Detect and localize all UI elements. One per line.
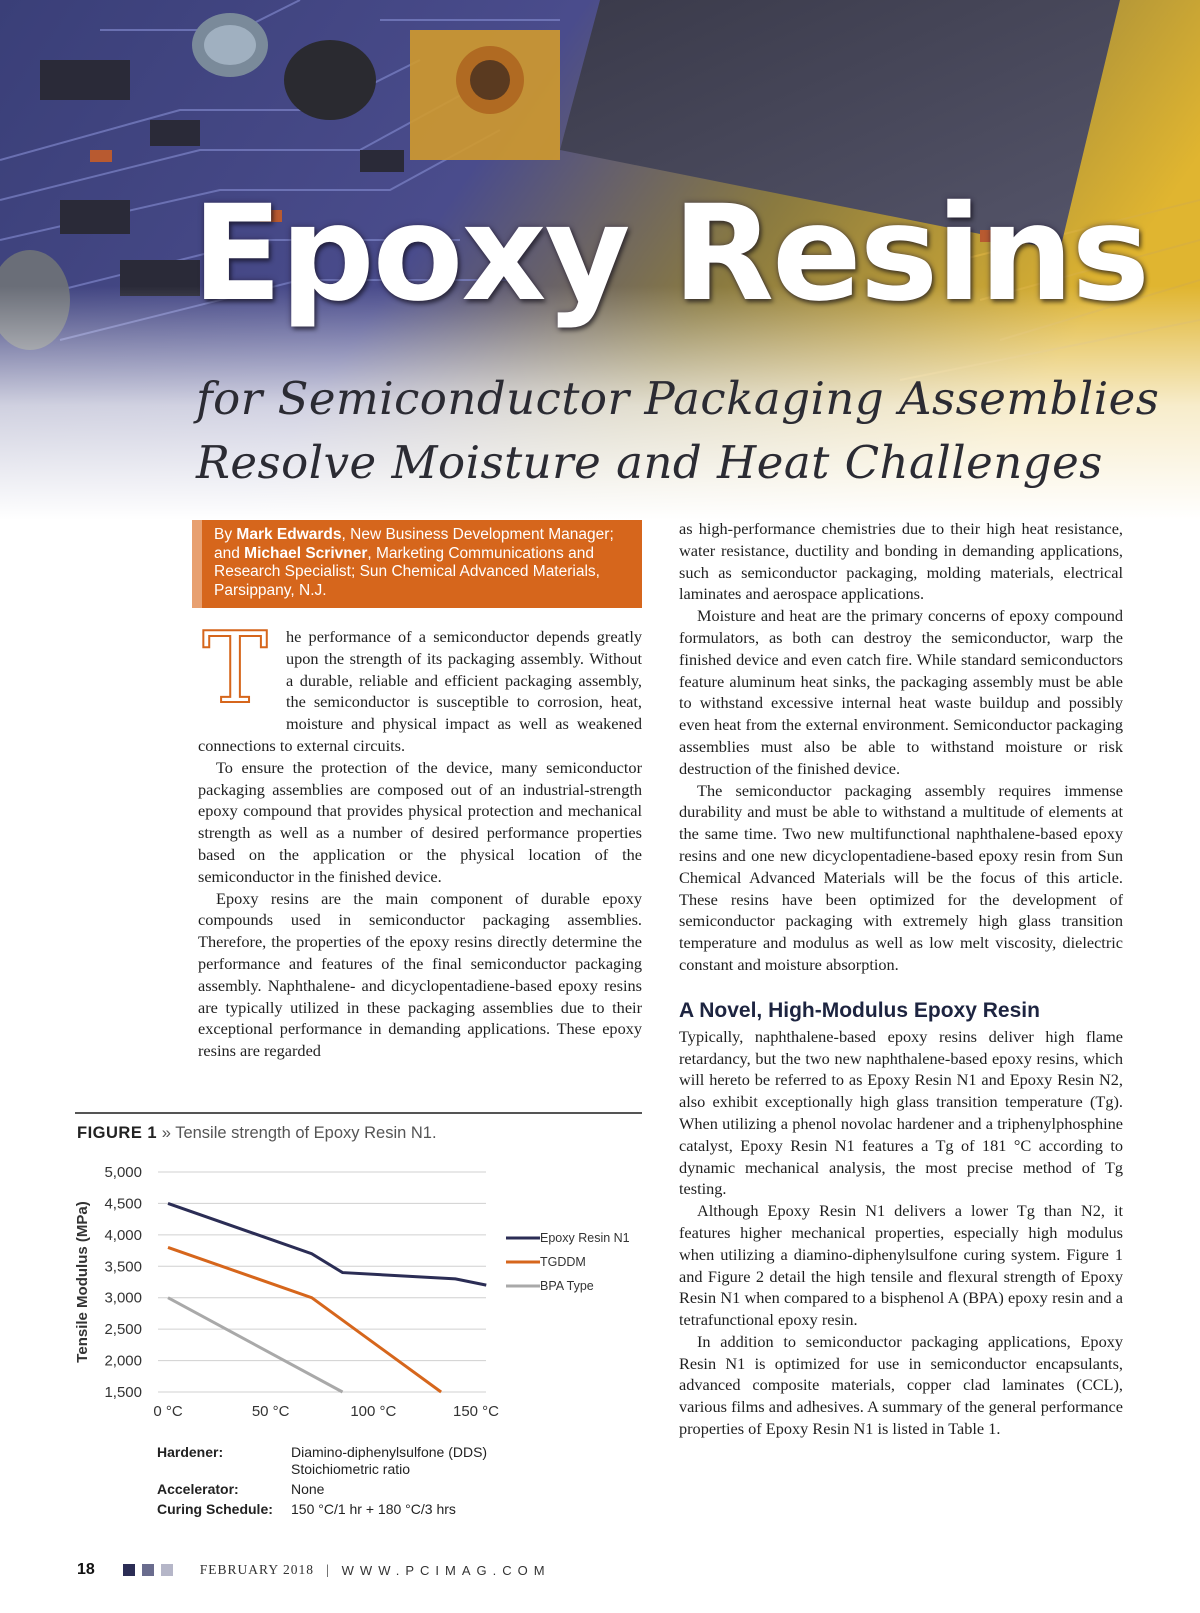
condition-value: 150 °C/1 hr + 180 °C/3 hrs bbox=[291, 1501, 456, 1517]
paragraph: The semiconductor packaging assembly requires immense durability and must be able to withstand a multitude of elements at the same time. Two new multifunctional naphthalene-based epoxy resins and one new dicyclopentadiene-based epoxy resin from Sun Chemical Advanced Materials will be the focus of this article. These resins have been optimized for the development of semiconductor packaging with extremely high glass transition temperature and modulus as well as low melt viscosity, dielectric constant and moisture absorption. bbox=[679, 780, 1123, 974]
byline-mid: , New Business Development Manager; and bbox=[214, 526, 614, 562]
condition-value-line: Stoichiometric ratio bbox=[291, 1461, 411, 1477]
byline-suffix: , Marketing Communications and Research Specialist; Sun Chemical Advanced Materials, Parsippany, N.J. bbox=[214, 544, 600, 599]
article-subtitle-line-2: Resolve Moisture and Heat Challenges bbox=[196, 436, 1103, 489]
condition-value: None bbox=[291, 1481, 325, 1497]
byline-prefix: By bbox=[214, 526, 237, 543]
y-tick-label: 2,000 bbox=[104, 1352, 142, 1370]
figure-divider bbox=[75, 1112, 642, 1114]
byline-author-1: Mark Edwards bbox=[236, 526, 342, 543]
byline-box bbox=[192, 520, 642, 608]
paragraph: as high-performance chemistries due to their high heat resistance, water resistance, ductility and bonding in demanding applications, such as semiconductor packaging, molding materials, electrical laminates and aerospace applications. bbox=[679, 519, 1123, 604]
figure-caption bbox=[77, 1124, 437, 1143]
condition-row bbox=[157, 1444, 487, 1478]
legend-label: BPA Type bbox=[540, 1279, 594, 1293]
footer-square bbox=[123, 1564, 135, 1576]
article-subtitle-line-1: for Semiconductor Packaging Assemblies bbox=[196, 372, 1160, 425]
figure-arrow: » bbox=[161, 1124, 171, 1142]
condition-key: Hardener: bbox=[157, 1444, 224, 1460]
conditions-table bbox=[157, 1444, 487, 1521]
y-tick-label: 1,500 bbox=[104, 1384, 142, 1401]
legend-label: Epoxy Resin N1 bbox=[540, 1231, 630, 1245]
figure-label: FIGURE 1 bbox=[77, 1124, 158, 1142]
paragraph: Moisture and heat are the primary concerns of epoxy compound formulators, as both can destroy the semiconductor, warp the finished device and even catch fire. While standard semiconductors feature aluminum heat sinks, the packaging assembly must be able to withstand excessive internal heat waste buildup and possibly even heat from the external environment. Semiconductor packaging assemblies must also be able to withstand moisture or risk destruction of the finished device. bbox=[679, 606, 1123, 778]
paragraph-intro bbox=[198, 612, 642, 757]
drop-cap: T bbox=[202, 612, 268, 726]
figure-caption-text: Tensile strength of Epoxy Resin N1. bbox=[175, 1124, 437, 1142]
condition-value bbox=[291, 1444, 487, 1478]
series-line-epoxy-resin-n1 bbox=[168, 1203, 486, 1285]
x-tick-label: 0 °C bbox=[153, 1403, 183, 1420]
paragraph: In addition to semiconductor packaging applications, Epoxy Resin N1 is optimized for use in semiconductor encapsulants, advanced composite materials, copper clad laminates (CCL), various films and adhesives. A summary of the general performance properties of Epoxy Resin N1 is listed in Table 1. bbox=[679, 1331, 1123, 1439]
condition-row bbox=[157, 1481, 487, 1498]
issue-date: FEBRUARY 2018 bbox=[199, 1562, 314, 1577]
right-column bbox=[679, 518, 1123, 1440]
y-tick-label: 4,500 bbox=[104, 1195, 142, 1213]
y-tick-label: 2,500 bbox=[104, 1321, 142, 1339]
legend-label: TGDDM bbox=[540, 1255, 586, 1269]
website-link[interactable]: WWW.PCIMAG.COM bbox=[341, 1562, 551, 1578]
paragraph: Typically, naphthalene-based epoxy resins deliver high flame retardancy, but the two new naphthalene-based epoxy resins, which will hereto be referred to as Epoxy Resin N1 and Epoxy Resin N2, also exhibit exceptionally high glass transition temperature (Tg). When utilizing a phenol novolac hardener and a triphenylphosphine catalyst, Epoxy Resin N1 features a Tg of 181 °C according to dynamic mechanical analysis, the most precise method of Tg testing. bbox=[679, 1026, 1123, 1199]
page-number: 18 bbox=[77, 1561, 95, 1578]
condition-value-line: Diamino-diphenylsulfone (DDS) bbox=[291, 1444, 488, 1460]
x-tick-label: 50 °C bbox=[251, 1403, 290, 1420]
paragraph: To ensure the protection of the device, many semiconductor packaging assemblies are composed out of an industrial-strength epoxy compound that provides physical protection and mechanical strength as well as a number of desired performance properties based on the application or the physical location of the semiconductor in the finished device. bbox=[198, 757, 642, 886]
x-tick-label: 100 °C bbox=[350, 1403, 397, 1420]
footer-square bbox=[161, 1564, 173, 1576]
y-tick-label: 3,500 bbox=[104, 1258, 142, 1276]
y-tick-label: 3,000 bbox=[104, 1289, 142, 1307]
condition-key: Curing Schedule: bbox=[157, 1501, 273, 1517]
section-heading: A Novel, High-Modulus Epoxy Resin bbox=[679, 998, 1040, 1022]
tensile-chart bbox=[70, 1160, 640, 1430]
left-column bbox=[198, 612, 642, 1062]
x-tick-label: 150 °C bbox=[452, 1403, 500, 1420]
article-title: Epoxy Resins bbox=[192, 177, 1149, 331]
y-tick-label: 4,000 bbox=[104, 1226, 142, 1244]
paragraph: Although Epoxy Resin N1 delivers a lower Tg than N2, it features higher mechanical properties, especially high modulus when utilizing a diamino-diphenylsulfone curing system. Figure 1 and Figure 2 detail the high tensile and flexural strength of Epoxy Resin N1 when compared to a bisphenol A (BPA) epoxy resin and a tetrafunctional epoxy resin. bbox=[679, 1201, 1123, 1330]
footer-square bbox=[142, 1564, 154, 1576]
paragraph: Epoxy resins are the main component of durable epoxy compounds used in semiconductor packaging assemblies. Therefore, the properties of the epoxy resins directly determine the performance and features of the final semiconductor packaging assembly. Naphthalene- and dicyclopentadiene-based epoxy resins are typically utilized in these packaging assemblies due to their exceptional performance in demanding applications. These epoxy resins are regarded bbox=[198, 888, 642, 1061]
page-footer bbox=[77, 1561, 551, 1579]
footer-divider: | bbox=[325, 1562, 330, 1577]
paragraph-intro-text: he performance of a semiconductor depends greatly upon the strength of its packaging assembly. Without a durable, reliable and efficient packaging assembly, the semiconductor is susceptible to corrosion, heat, moisture and physical impact as well as weakened connections to external circuits. bbox=[198, 627, 642, 755]
y-tick-label: 5,000 bbox=[104, 1164, 142, 1181]
byline-author-2: Michael Scrivner bbox=[244, 544, 368, 562]
y-axis-label: Tensile Modulus (MPa) bbox=[74, 1201, 91, 1363]
condition-key: Accelerator: bbox=[157, 1481, 239, 1497]
series-line-bpa-type bbox=[168, 1298, 343, 1392]
condition-row bbox=[157, 1501, 487, 1518]
